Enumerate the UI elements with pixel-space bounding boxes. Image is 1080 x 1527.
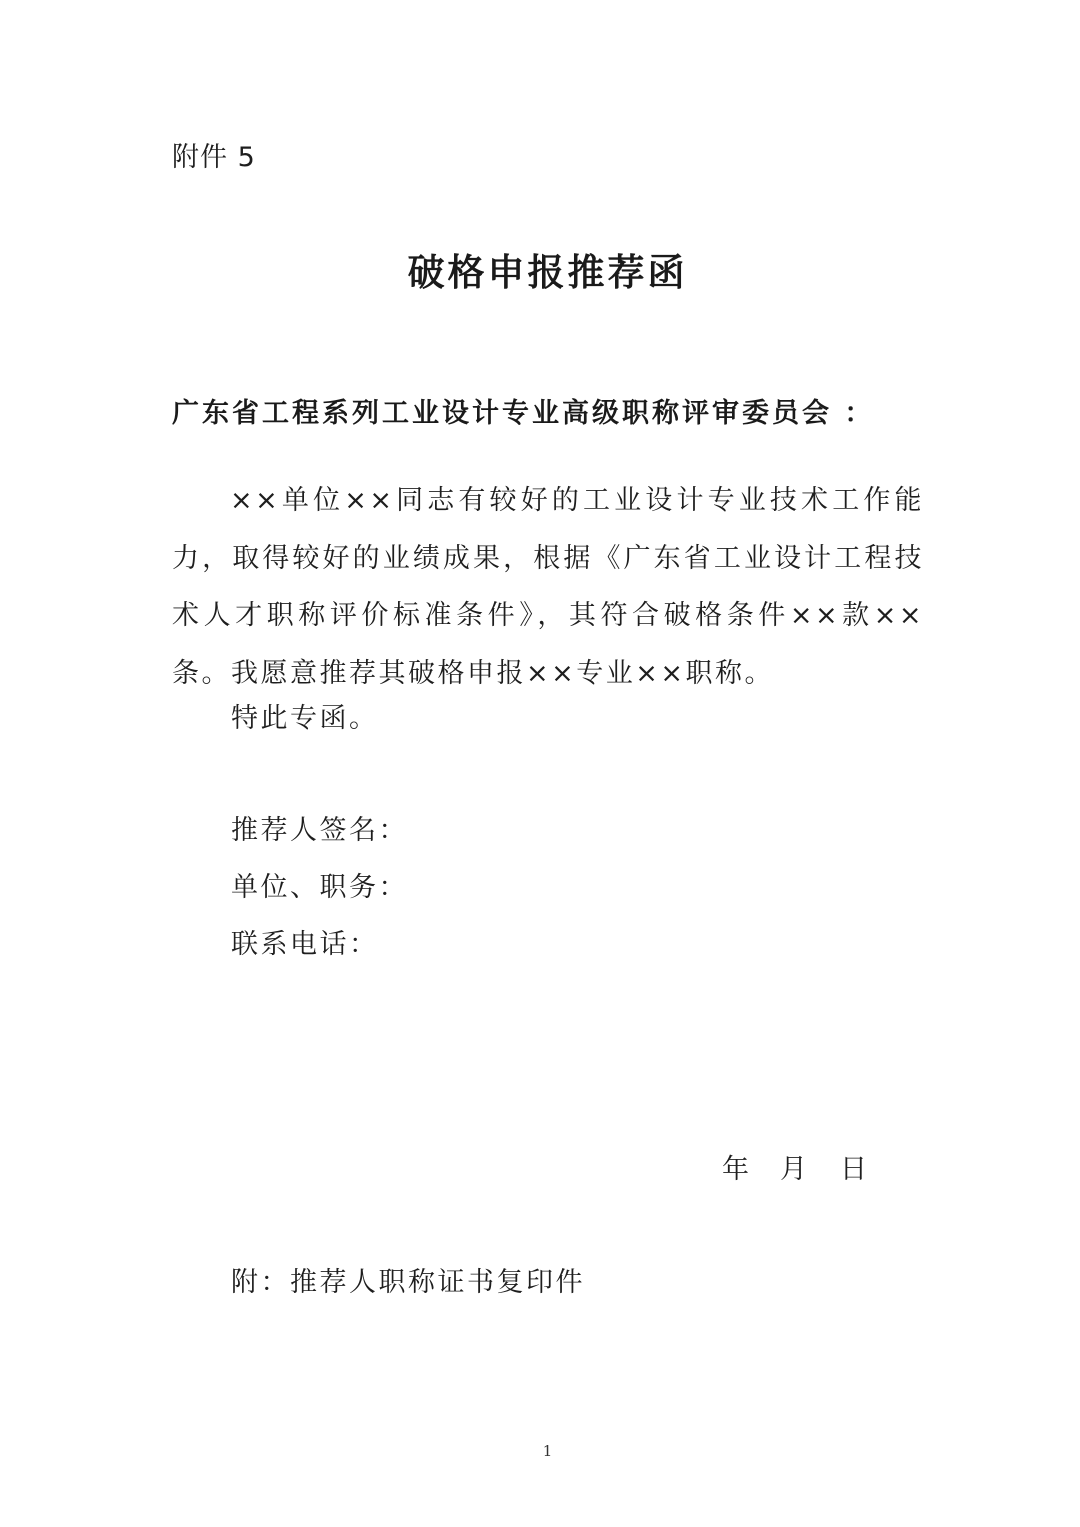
page-number: 1 xyxy=(542,1442,553,1460)
date-day-label: 日 xyxy=(840,1154,867,1185)
closing-line: 特此专函。 xyxy=(231,703,379,734)
date-month-label: 月 xyxy=(780,1154,807,1185)
attachment-label: 附件 5 xyxy=(172,142,256,173)
date-year-label: 年 xyxy=(722,1154,749,1185)
body-paragraph: ××单位××同志有较好的工业设计专业技术工作能力，取得较好的业绩成果，根据《广东省工业设计工程技术人才职称评价标准条件》，其符合破格条件××款××条。我愿意推荐其破格申报××专业××职称。 xyxy=(172,485,924,689)
recipient-line: 广东省工程系列工业设计专业高级职称评审委员会 ： xyxy=(172,398,875,429)
attachment-note: 附：推荐人职称证书复印件 xyxy=(231,1267,585,1298)
signature-field-label: 推荐人签名： xyxy=(231,815,408,846)
unit-position-field-label: 单位、职务： xyxy=(231,872,408,903)
date-row xyxy=(722,1144,867,1196)
phone-field-label: 联系电话： xyxy=(231,929,379,960)
document-title: 破格申报推荐函 xyxy=(407,251,688,294)
